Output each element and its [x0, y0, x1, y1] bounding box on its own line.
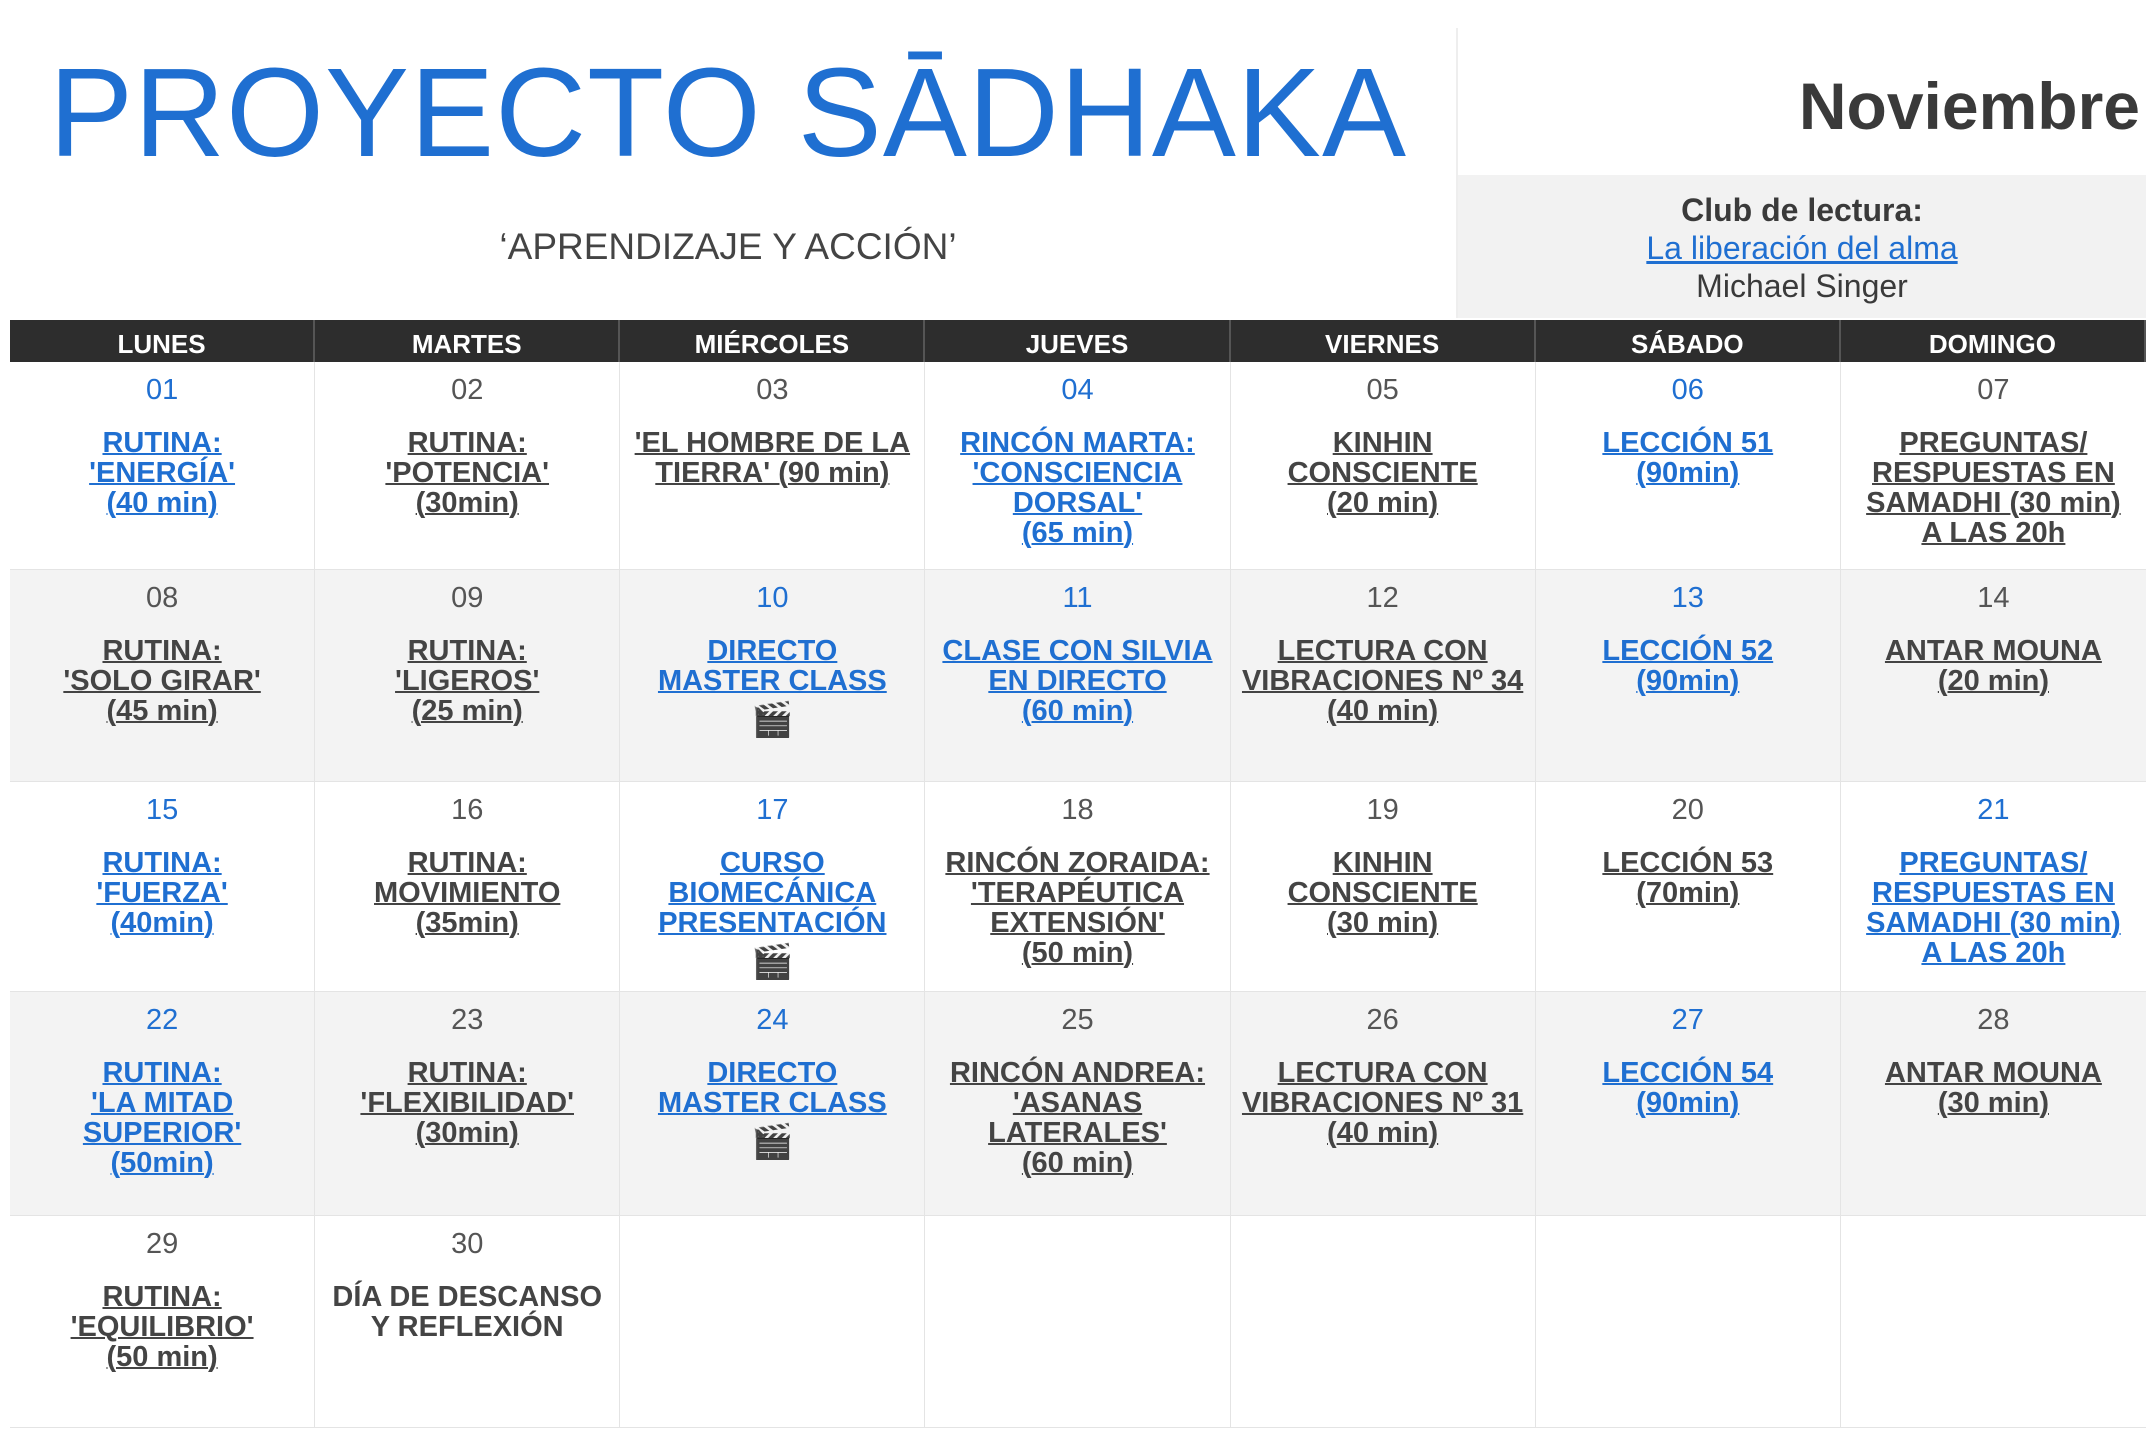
weekday-header: LUNES	[10, 320, 315, 362]
activity-link[interactable]: RUTINA: 'LIGEROS' (25 min)	[395, 635, 540, 727]
activity-link[interactable]: ANTAR MOUNA (30 min)	[1884, 1057, 2102, 1119]
activity-link[interactable]: DIRECTO MASTER CLASS	[657, 1057, 887, 1119]
calendar-day-cell	[1536, 570, 1841, 782]
calendar-grid	[10, 320, 2146, 1428]
day-number: 06	[1671, 374, 1704, 406]
weekday-header: DOMINGO	[1841, 320, 2146, 362]
calendar-empty-cell	[1231, 1216, 1536, 1428]
calendar-day-cell	[925, 992, 1230, 1216]
day-number: 07	[1977, 374, 2010, 406]
activity-link[interactable]: RUTINA: 'LA MITAD SUPERIOR' (50min)	[82, 1057, 242, 1179]
day-number: 05	[1366, 374, 1399, 406]
activity-link[interactable]: PREGUNTAS/ RESPUESTAS EN SAMADHI (30 min) A LAS 20h	[1866, 847, 2121, 969]
day-number: 22	[145, 1004, 179, 1036]
activity-link[interactable]: LECCIÓN 52 (90min)	[1602, 635, 1774, 697]
activity-link[interactable]: RUTINA: 'EQUILIBRIO' (50 min)	[70, 1281, 254, 1373]
page-subtitle: ‘APRENDIZAJE Y ACCIÓN’	[499, 226, 957, 267]
activity-link[interactable]: LECCIÓN 51 (90min)	[1602, 427, 1774, 489]
day-number: 15	[145, 794, 179, 826]
calendar-day-cell	[1841, 570, 2146, 782]
activity-link[interactable]: RINCÓN MARTA: 'CONSCIENCIA DORSAL' (65 min)	[960, 427, 1195, 549]
day-number: 18	[1061, 794, 1094, 826]
day-number: 12	[1366, 582, 1399, 614]
calendar-empty-cell	[925, 1216, 1230, 1428]
day-number: 11	[1062, 582, 1093, 614]
day-number: 27	[1671, 1004, 1704, 1036]
weekday-header: MIÉRCOLES	[620, 320, 925, 362]
activity-link[interactable]: 'EL HOMBRE DE LA TIERRA' (90 min)	[634, 427, 911, 489]
activity-link[interactable]: LECTURA CON VIBRACIONES Nº 31 (40 min)	[1241, 1057, 1524, 1149]
calendar-day-cell	[1536, 362, 1841, 570]
activity-link[interactable]: CURSO BIOMECÁNICA PRESENTACIÓN	[658, 847, 887, 939]
calendar-day-cell	[10, 992, 315, 1216]
activity-link[interactable]: RUTINA: 'POTENCIA' (30min)	[385, 427, 550, 519]
calendar-day-cell	[620, 570, 925, 782]
activity-link[interactable]: RUTINA: 'FLEXIBILIDAD' (30min)	[360, 1057, 574, 1149]
calendar-day-cell	[1231, 570, 1536, 782]
day-number: 16	[451, 794, 484, 826]
day-number: 14	[1977, 582, 2010, 614]
calendar-day-cell	[1536, 782, 1841, 992]
day-number: 08	[145, 582, 179, 614]
calendar-day-cell	[620, 362, 925, 570]
day-number: 21	[1977, 794, 2010, 826]
calendar-day-cell	[10, 570, 315, 782]
clapperboard-icon: 🎬	[751, 701, 794, 739]
activity-link[interactable]: KINHIN CONSCIENTE (30 min)	[1287, 847, 1478, 939]
calendar-empty-cell	[1536, 1216, 1841, 1428]
activity-link[interactable]: LECCIÓN 54 (90min)	[1602, 1057, 1774, 1119]
activity-link[interactable]: KINHIN CONSCIENTE (20 min)	[1287, 427, 1478, 519]
weekday-header: SÁBADO	[1536, 320, 1841, 362]
day-number: 26	[1366, 1004, 1399, 1036]
day-number: 29	[145, 1228, 179, 1260]
calendar-day-cell	[1841, 782, 2146, 992]
calendar-day-cell	[1231, 992, 1536, 1216]
day-number: 30	[451, 1228, 484, 1260]
month-title: Noviembre	[1798, 69, 2140, 143]
day-number: 09	[451, 582, 484, 614]
weekday-header: MARTES	[315, 320, 620, 362]
activity-link[interactable]: RUTINA: MOVIMIENTO (35min)	[374, 847, 561, 939]
calendar-day-cell	[620, 782, 925, 992]
day-number: 23	[451, 1004, 484, 1036]
day-number: 24	[756, 1004, 789, 1036]
day-number: 19	[1366, 794, 1399, 826]
day-number: 28	[1977, 1004, 2010, 1036]
calendar-day-cell	[1536, 992, 1841, 1216]
calendar-day-cell	[1841, 362, 2146, 570]
calendar-day-cell	[1231, 362, 1536, 570]
activity-link[interactable]: PREGUNTAS/ RESPUESTAS EN SAMADHI (30 min) A LAS 20h	[1866, 427, 2121, 549]
activity-link[interactable]: RINCÓN ZORAIDA: 'TERAPÉUTICA EXTENSIÓN' (50 min)	[945, 847, 1210, 969]
day-number: 01	[145, 374, 179, 406]
clapperboard-icon: 🎬	[751, 1123, 794, 1161]
calendar-day-cell	[1231, 782, 1536, 992]
reading-club-box	[1458, 175, 2146, 318]
calendar-day-cell	[10, 1216, 315, 1428]
activity-link[interactable]: ANTAR MOUNA (20 min)	[1884, 635, 2102, 697]
day-number: 03	[756, 374, 789, 406]
calendar-day-cell	[1841, 992, 2146, 1216]
activity-link[interactable]: CLASE CON SILVIA EN DIRECTO (60 min)	[942, 635, 1213, 727]
calendar-day-cell	[925, 782, 1230, 992]
day-number: 10	[756, 582, 789, 614]
page-title: PROYECTO SĀDHAKA	[48, 42, 1407, 183]
calendar-day-cell	[10, 362, 315, 570]
day-number: 25	[1061, 1004, 1094, 1036]
activity-link[interactable]: LECCIÓN 53 (70min)	[1602, 847, 1774, 909]
activity-link[interactable]: RUTINA: 'ENERGÍA' (40 min)	[89, 427, 236, 519]
clapperboard-icon: 🎬	[751, 943, 794, 981]
calendar-day-cell	[10, 782, 315, 992]
calendar-empty-cell	[620, 1216, 925, 1428]
reading-club-book-link[interactable]: La liberación del alma	[1646, 230, 1958, 266]
day-number: 02	[451, 374, 484, 406]
activity-link: DÍA DE DESCANSO Y REFLEXIÓN	[332, 1281, 603, 1343]
day-number: 20	[1671, 794, 1704, 826]
calendar-day-cell	[925, 362, 1230, 570]
calendar-day-cell	[315, 782, 620, 992]
calendar-empty-cell	[1841, 1216, 2146, 1428]
activity-link[interactable]: DIRECTO MASTER CLASS	[657, 635, 887, 697]
calendar-day-cell	[315, 570, 620, 782]
calendar-day-cell	[315, 362, 620, 570]
day-number: 17	[756, 794, 789, 826]
activity-link[interactable]: LECTURA CON VIBRACIONES Nº 34 (40 min)	[1241, 635, 1524, 727]
calendar-day-cell	[620, 992, 925, 1216]
reading-club-author: Michael Singer	[1696, 268, 1908, 304]
calendar-day-cell	[315, 1216, 620, 1428]
weekday-header: JUEVES	[925, 320, 1230, 362]
day-number: 13	[1671, 582, 1704, 614]
activity-link[interactable]: RUTINA: 'SOLO GIRAR' (45 min)	[63, 635, 261, 727]
reading-club-heading: Club de lectura:	[1681, 192, 1923, 228]
calendar-day-cell	[925, 570, 1230, 782]
day-number: 04	[1061, 374, 1094, 406]
activity-link[interactable]: RUTINA: 'FUERZA' (40min)	[96, 847, 228, 939]
weekday-header: VIERNES	[1231, 320, 1536, 362]
activity-link[interactable]: RINCÓN ANDREA: 'ASANAS LATERALES' (60 min)	[949, 1057, 1206, 1179]
calendar-day-cell	[315, 992, 620, 1216]
